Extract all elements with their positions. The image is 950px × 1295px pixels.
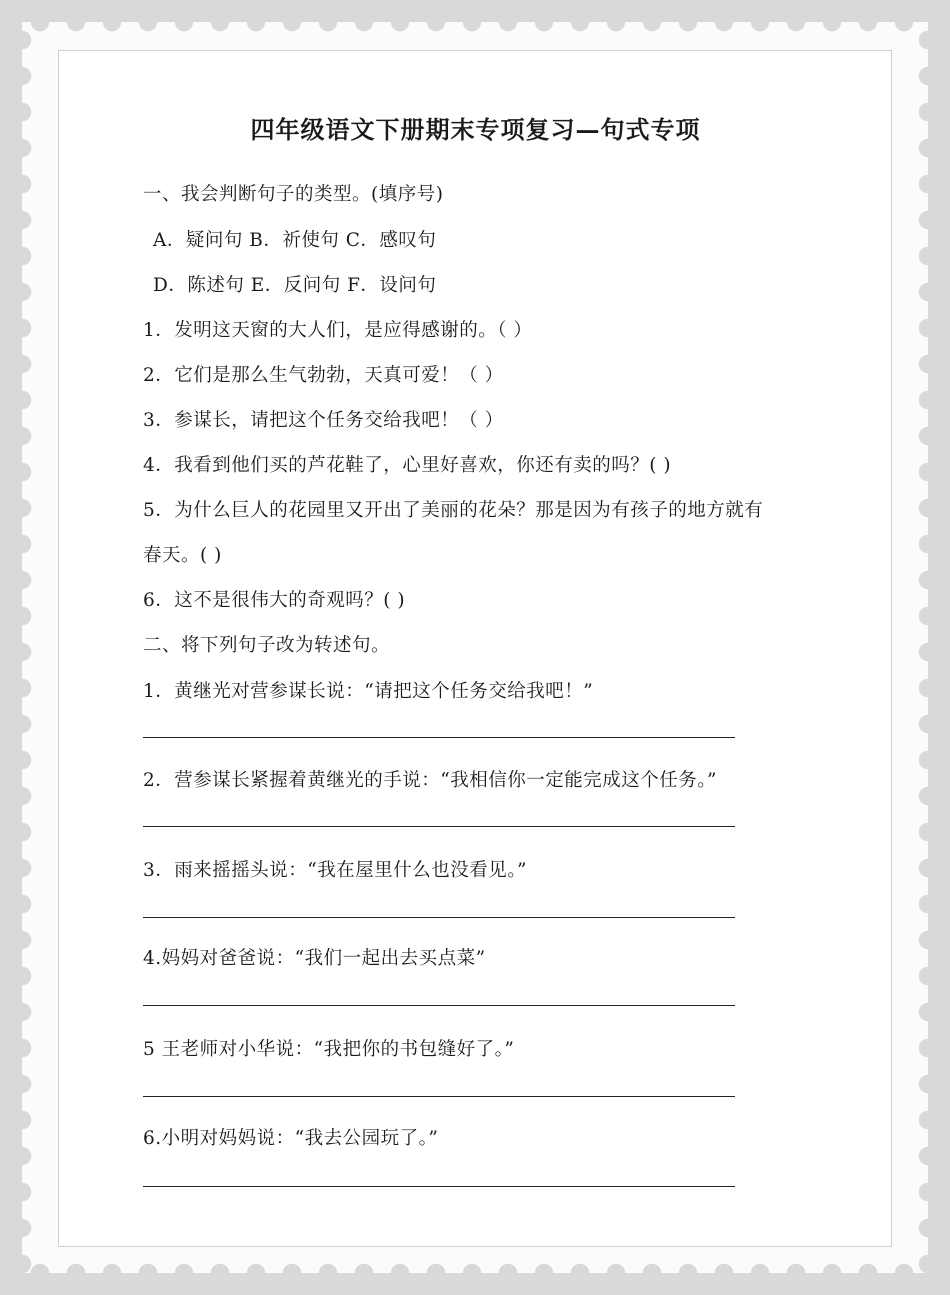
section1-question-2: 2．它们是那么生气勃勃，天真可爱！（ ）: [143, 365, 504, 386]
section1-question-5-continued: 春天。( ): [143, 545, 222, 566]
section2-question-4: 4.妈妈对爸爸说：“我们一起出去买点菜”: [143, 948, 486, 969]
section1-heading: 一、我会判断句子的类型。(填序号): [143, 184, 444, 205]
answer-line-4[interactable]: [143, 1005, 735, 1006]
section1-question-4: 4．我看到他们买的芦花鞋了，心里好喜欢，你还有卖的吗？( ): [143, 455, 672, 476]
answer-line-6[interactable]: [143, 1186, 735, 1187]
section1-question-5: 5．为什么巨人的花园里又开出了美丽的花朵？那是因为有孩子的地方就有: [143, 500, 764, 521]
answer-line-1[interactable]: [143, 737, 735, 738]
answer-line-2[interactable]: [143, 826, 735, 827]
section2-question-5: 5 王老师对小华说：“我把你的书包缝好了。”: [143, 1039, 515, 1060]
section1-question-6: 6．这不是很伟大的奇观吗？( ): [143, 590, 406, 611]
options-row-2: D．陈述句 E．反问句 F．设问句: [153, 275, 437, 296]
section2-question-3: 3．雨来摇摇头说：“我在屋里什么也没看见。”: [143, 860, 527, 881]
section1-question-1: 1．发明这天窗的大人们，是应得感谢的。（ ）: [143, 320, 533, 341]
answer-line-5[interactable]: [143, 1096, 735, 1097]
answer-line-3[interactable]: [143, 917, 735, 918]
page-title: 四年级语文下册期末专项复习—句式专项: [250, 115, 701, 144]
options-row-1: A．疑问句 B．祈使句 C．感叹句: [153, 230, 437, 251]
section2-heading: 二、将下列句子改为转述句。: [143, 635, 391, 656]
section2-question-2: 2．营参谋长紧握着黄继光的手说：“我相信你一定能完成这个任务。”: [143, 770, 717, 791]
section1-question-3: 3．参谋长，请把这个任务交给我吧！（ ）: [143, 410, 504, 431]
section2-question-1: 1．黄继光对营参谋长说：“请把这个任务交给我吧！”: [143, 681, 594, 702]
section2-question-6: 6.小明对妈妈说：“我去公园玩了。”: [143, 1128, 439, 1149]
